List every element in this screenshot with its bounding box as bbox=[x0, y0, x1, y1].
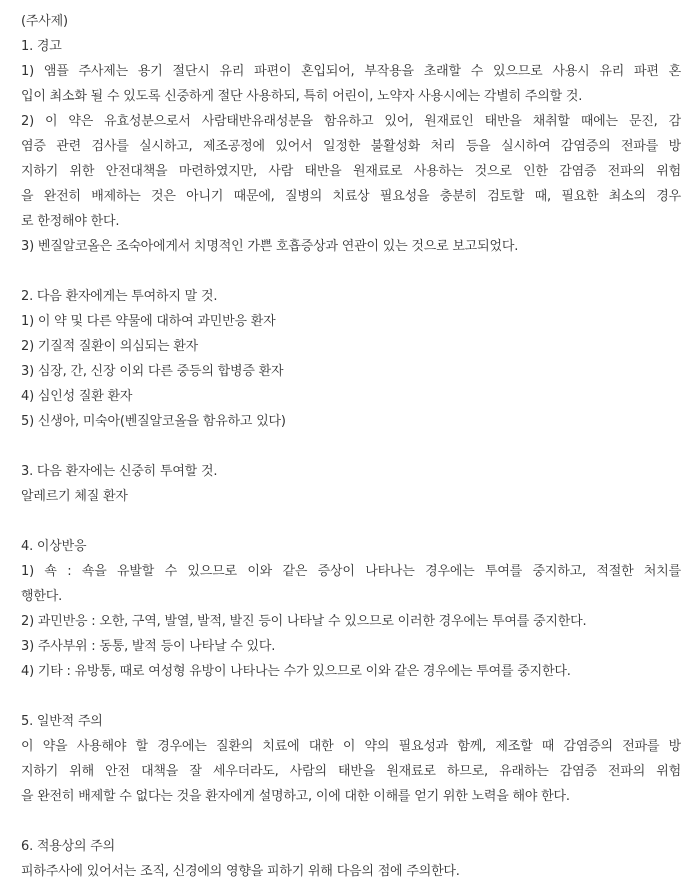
warning-item-2-line-2: 염증 관련 검사를 실시하고, 제조공정에 있어서 일정한 불활성화 처리 등을 실시하여 감염증의 전파를 방 bbox=[21, 139, 681, 154]
section-heading-application: 6. 적용상의 주의 bbox=[21, 839, 116, 854]
section-heading-adverse: 4. 이상반응 bbox=[21, 539, 87, 554]
contraindication-item: 4) 심인성 질환 환자 bbox=[21, 389, 133, 404]
section-heading-general: 5. 일반적 주의 bbox=[21, 714, 103, 729]
contraindication-item: 2) 기질적 질환이 의심되는 환자 bbox=[21, 339, 198, 354]
section-spacer bbox=[21, 684, 681, 709]
contraindication-item: 1) 이 약 및 다른 약물에 대하여 과민반응 환자 bbox=[21, 314, 276, 329]
general-line-3: 을 완전히 배제할 수 없다는 것을 환자에게 설명하고, 이에 대한 이해를 얻기 위한 노력을 해야 한다. bbox=[21, 789, 570, 804]
section-spacer bbox=[21, 509, 681, 534]
general-line-1: 이 약을 사용해야 할 경우에는 질환의 치료에 대한 이 약의 필요성과 함께, 제조할 때 감염증의 전파를 방 bbox=[21, 739, 681, 754]
adverse-item-1-line-2: 행한다. bbox=[21, 589, 63, 604]
section-heading-warning: 1. 경고 bbox=[21, 39, 62, 54]
warning-item-1-line-2: 입이 최소화 될 수 있도록 신중하게 절단 사용하되, 특히 어린이, 노약자 사용시에는 각별히 주의할 것. bbox=[21, 89, 583, 104]
warning-item-3: 3) 벤질알코올은 조숙아에게서 치명적인 가쁜 호흡증상과 연관이 있는 것으로 보고되었다. bbox=[21, 239, 519, 254]
document-title: (주사제) bbox=[21, 14, 68, 29]
adverse-item-2: 2) 과민반응 : 오한, 구역, 발열, 발적, 발진 등이 나타날 수 있으므로 이러한 경우에는 투여를 중지한다. bbox=[21, 614, 587, 629]
careful-text: 알레르기 체질 환자 bbox=[21, 489, 128, 504]
section-spacer bbox=[21, 809, 681, 834]
warning-item-1-line-1: 1) 앰플 주사제는 용기 절단시 유리 파편이 혼입되어, 부작용을 초래할 수 있으므로 사용시 유리 파편 혼 bbox=[21, 64, 681, 79]
contraindication-item: 3) 심장, 간, 신장 이외 다른 중등의 합병증 환자 bbox=[21, 364, 284, 379]
application-text: 피하주사에 있어서는 조직, 신경에의 영향을 피하기 위해 다음의 점에 주의한다. bbox=[21, 864, 460, 879]
adverse-item-4: 4) 기타 : 유방통, 때로 여성형 유방이 나타나는 수가 있으므로 이와 같은 경우에는 투여를 중지한다. bbox=[21, 664, 571, 679]
section-spacer bbox=[21, 259, 681, 284]
warning-item-2-line-4: 을 완전히 배제하는 것은 아니기 때문에, 질병의 치료상 필요성을 충분히 검토할 때, 필요한 최소의 경우 bbox=[21, 189, 681, 204]
warning-item-2-line-1: 2) 이 약은 유효성분으로서 사람태반유래성분을 함유하고 있어, 원재료인 태반을 채취할 때에는 문진, 감 bbox=[21, 114, 681, 129]
section-heading-contraindications: 2. 다음 환자에게는 투여하지 말 것. bbox=[21, 289, 218, 304]
adverse-item-1-line-1: 1) 쇽 : 쇽을 유발할 수 있으므로 이와 같은 증상이 나타나는 경우에는 투여를 중지하고, 적절한 처치를 bbox=[21, 564, 681, 579]
warning-item-2-line-3: 지하기 위한 안전대책을 마련하였지만, 사람 태반을 원재료로 사용하는 것으로 인한 감염증 전파의 위험 bbox=[21, 164, 681, 179]
section-heading-careful: 3. 다음 환자에는 신중히 투여할 것. bbox=[21, 464, 218, 479]
general-line-2: 지하기 위해 안전 대책을 잘 세우더라도, 사람의 태반을 원재료로 하므로, 유래하는 감염증 전파의 위험 bbox=[21, 764, 681, 779]
warning-item-2-line-5: 로 한정해야 한다. bbox=[21, 214, 120, 229]
section-spacer bbox=[21, 434, 681, 459]
contraindication-item: 5) 신생아, 미숙아(벤질알코올을 함유하고 있다) bbox=[21, 414, 286, 429]
adverse-item-3: 3) 주사부위 : 동통, 발적 등이 나타날 수 있다. bbox=[21, 639, 276, 654]
